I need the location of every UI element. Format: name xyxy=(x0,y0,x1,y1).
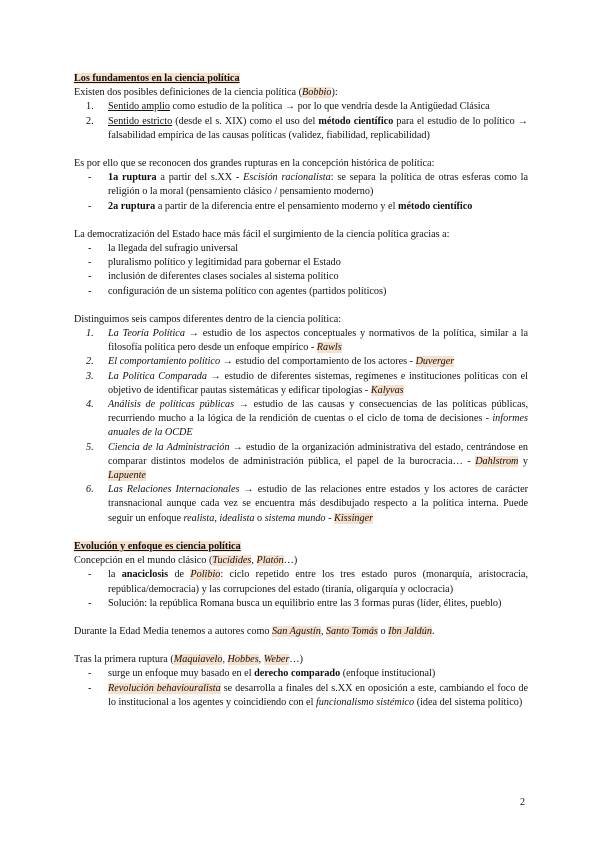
list-item: - inclusión de diferentes clases sociales al sistema político xyxy=(88,271,339,283)
section2-heading: Evolución y enfoque es ciencia política xyxy=(74,540,241,552)
list-item: 6. Las Relaciones Internacionales → estudio de las relaciones entre estados y los actores de carácter transnacional aunque cada vez se encuentra más desdibujado respecto a la política interna. Puede seguir un enfoque realista, idealista o sistema mundo - Kissinger xyxy=(86,484,529,524)
classic-intro: Concepción en el mundo clásico (Tucídides, Platón…) xyxy=(74,555,298,567)
list-item: - pluralismo político y legitimidad para gobernar el Estado xyxy=(88,257,341,269)
list-item: 4. Análisis de políticas públicas → estudio de las causas y consecuencias de las políticas públicas, recurriendo mucho a la lógica de la rendición de cuentas o el ciclo de toma de decisiones - informes anuales de la OCDE xyxy=(86,399,528,439)
list-item: - 2a ruptura a partir de la diferencia entre el pensamiento moderno y el método científico xyxy=(88,200,473,212)
author-bobbio: Bobbio xyxy=(302,87,332,99)
list-item: 2. Sentido estricto (desde el s. XIX) como el uso del método científico para el estudio de lo político → falsabilidad empírica de las causas políticas (validez, fiabilidad, replicabilidad) xyxy=(86,115,528,141)
list-item: 1. Sentido amplio como estudio de la política → por lo que vendría desde la Antigüedad Clásica xyxy=(86,101,490,113)
democratization-list xyxy=(74,242,528,299)
definitions-list xyxy=(74,100,528,143)
list-item: 5. Ciencia de la Administración → estudio de la organización administrativa del estado, centrándose en comparar distintos modelos de administración pública, el papel de la burocracia… - Dahlstrom y Lapuente xyxy=(86,441,529,482)
section1-heading: Los fundamentos en la ciencia política xyxy=(74,73,240,84)
list-item: 2. El comportamiento político → estudio del comportamiento de los actores - Duverger xyxy=(86,356,455,368)
list-item: - Revolución behaviouralista se desarrolla a finales del s.XX en oposición a este, cambiando el foco de lo institucional a los agentes y coincidiendo con el funcionalismo sistémico (idea del sistema político) xyxy=(88,682,528,708)
ruptures-intro: Es por ello que se reconocen dos grandes rupturas en la concepción histórica de política: xyxy=(74,158,435,170)
ruptures-list xyxy=(74,171,528,214)
list-item: 1. La Teoría Política → estudio de los aspectos conceptuales y normativos de la política, similar a la filosofía política pero desde un enfoque empírico - Rawls xyxy=(86,328,528,354)
list-item: - la anaciclosis de Polibio: ciclo repetido entre los tres estado puros (monarquía, aristocracia, república/democracia) y las corrupciones del estado (tiranía, oligarquía y oclocracia) xyxy=(88,569,528,595)
list-item: - 1a ruptura a partir del s.XX - Escisión racionalista: se separa la política de otras esferas como la religión o la moral (pensamiento clásico / pensamiento moderno) xyxy=(88,172,529,198)
democratization-intro: La democratización del Estado hace más fácil el surgimiento de la ciencia política gracias a: xyxy=(74,228,450,240)
page-number: 2 xyxy=(520,797,525,808)
list-item: - la llegada del sufragio universal xyxy=(88,243,239,255)
classic-list xyxy=(74,568,528,611)
list-item: - Solución: la república Romana busca un equilibrio entre las 3 formas puras (líder, élites, pueblo) xyxy=(88,597,502,609)
list-item: 3. La Política Comparada → estudio de diferentes sistemas, regímenes e instituciones políticas con el objetivo de identificar pautas sistemáticas y edificar tipologías - Kalyvas xyxy=(86,370,528,396)
medieval-paragraph: Durante la Edad Media tenemos a autores como San Agustín, Santo Tomás o Ibn Jaldún. xyxy=(74,625,435,637)
first-rupture-intro: Tras la primera ruptura (Maquiavelo, Hobbes, Weber…) xyxy=(74,654,304,666)
fields-list xyxy=(74,327,528,526)
list-item: - surge un enfoque muy basado en el derecho comparado (enfoque institucional) xyxy=(88,668,436,680)
list-item: - configuración de un sistema político con agentes (partidos políticos) xyxy=(88,285,387,297)
page-content xyxy=(74,72,528,710)
fields-intro: Distinguimos seis campos diferentes dentro de la ciencia política: xyxy=(74,313,342,325)
definitions-intro: Existen dos posibles definiciones de la ciencia política (Bobbio): xyxy=(74,87,338,99)
first-rupture-list xyxy=(74,667,528,710)
